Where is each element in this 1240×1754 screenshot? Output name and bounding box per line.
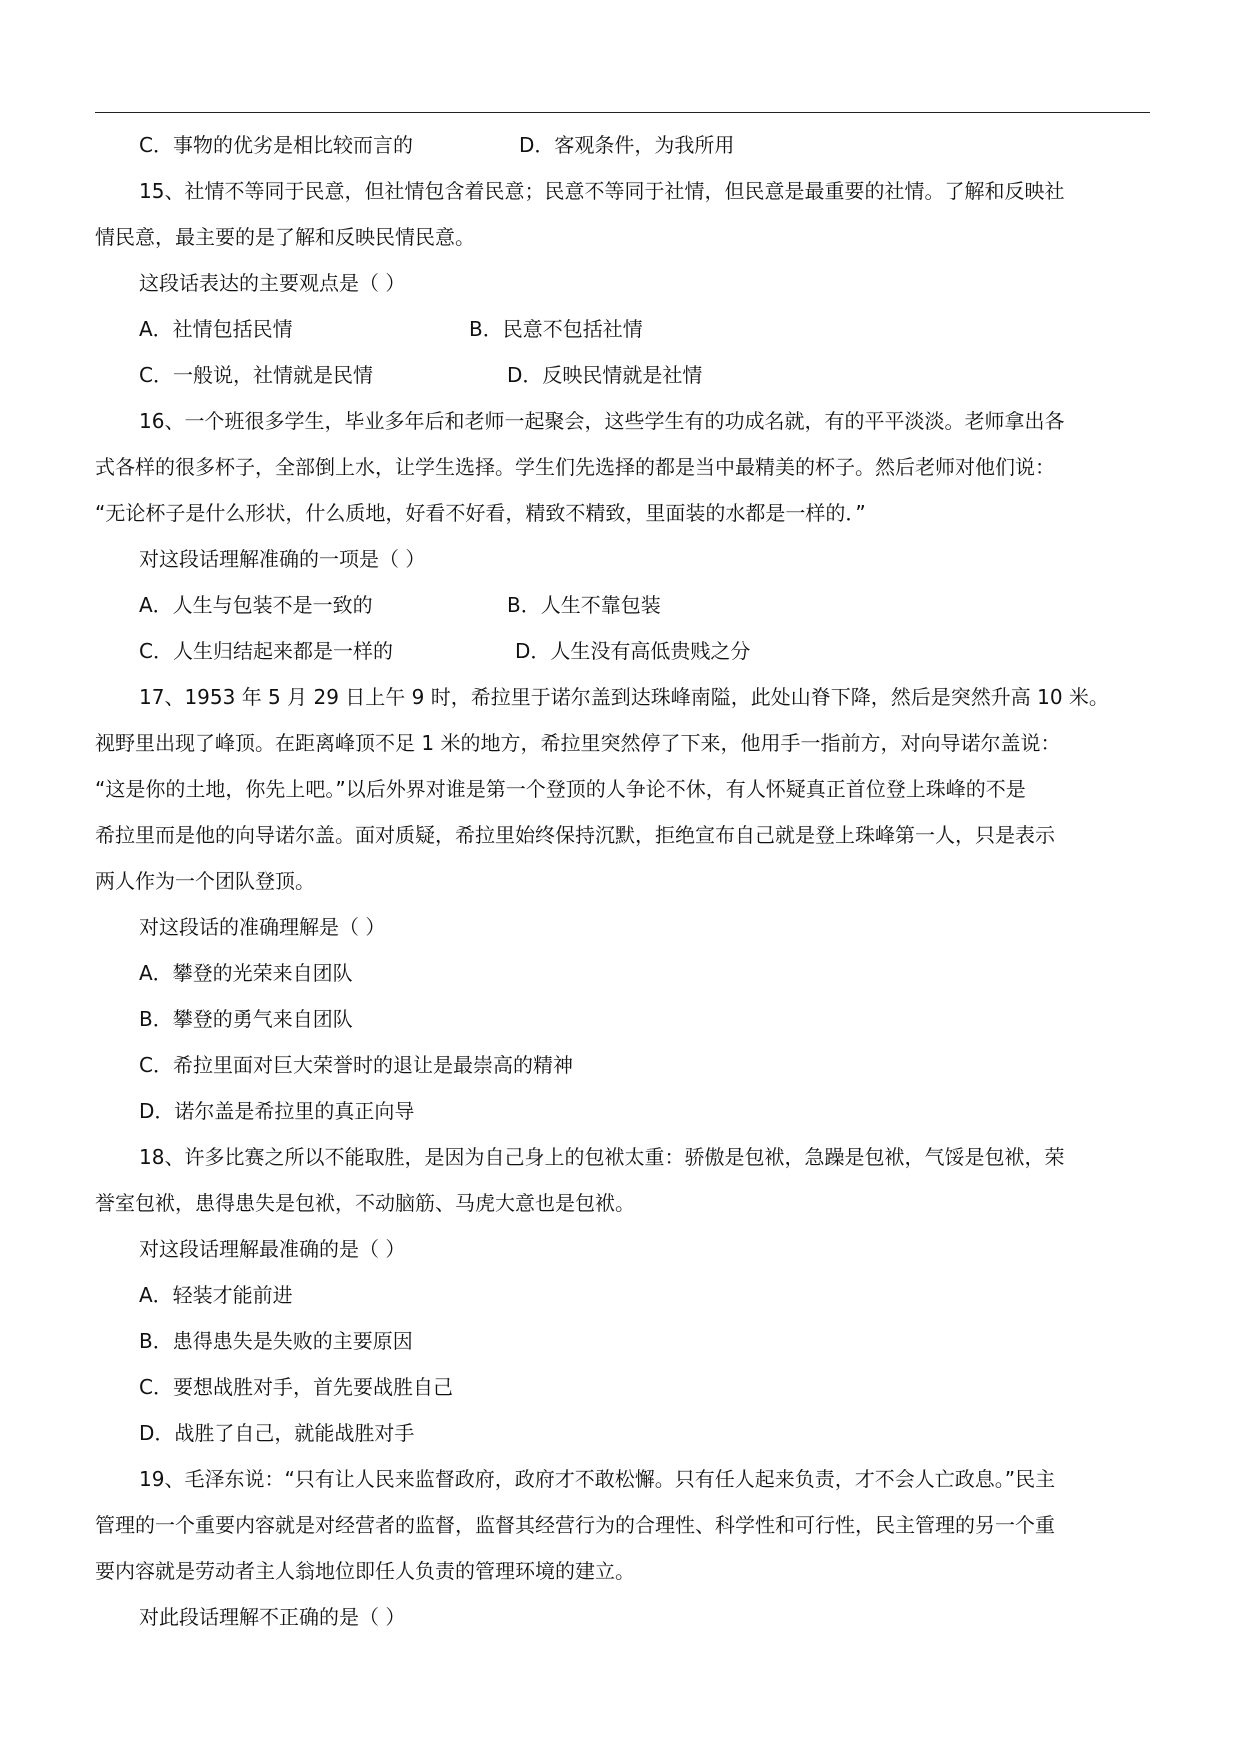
- q18-option-a: A．轻装才能前进: [139, 1283, 293, 1307]
- q17-option-c: C．希拉里面对巨大荣誉时的退让是最崇高的精神: [139, 1053, 573, 1077]
- q15-stem-line1: 15、社情不等同于民意，但社情包含着民意；民意不等同于社情，但民意是最重要的社情。了解和反映社: [139, 179, 1065, 203]
- q16-stem-line2: 式各样的很多杯子，全部倒上水，让学生选择。学生们先选择的都是当中最精美的杯子。然后老师对他们说：: [95, 455, 1055, 479]
- q16-stem-line1: 16、一个班很多学生，毕业多年后和老师一起聚会，这些学生有的功成名就，有的平平淡淡。老师拿出各: [139, 409, 1065, 433]
- q16-stem-line3: “无论杯子是什么形状，什么质地，好看不好看，精致不精致，里面装的水都是一样的．”: [95, 501, 866, 525]
- q15-option-b: B．民意不包括社情: [469, 317, 643, 341]
- header-rule: [95, 112, 1150, 113]
- page-content: [95, 122, 1170, 1640]
- q16-option-c: C．人生归结起来都是一样的: [139, 639, 393, 663]
- q17-option-b: B．攀登的勇气来自团队: [139, 1007, 353, 1031]
- q17-stem-line3: “这是你的土地，你先上吧。”以后外界对谁是第一个登顶的人争论不休，有人怀疑真正首位登上珠峰的不是: [95, 777, 1026, 801]
- q15-option-c: C．一般说，社情就是民情: [139, 363, 373, 387]
- q18-stem-line1: 18、许多比赛之所以不能取胜，是因为自己身上的包袱太重：骄傲是包袱，急躁是包袱，气馁是包袱，荣: [139, 1145, 1065, 1169]
- q17-stem-line5: 两人作为一个团队登顶。: [95, 869, 315, 893]
- q15-option-a: A．社情包括民情: [139, 317, 293, 341]
- q18-option-b: B．患得患失是失败的主要原因: [139, 1329, 413, 1353]
- q15-stem-line2: 情民意，最主要的是了解和反映民情民意。: [95, 225, 475, 249]
- q14-option-c: C．事物的优劣是相比较而言的: [139, 133, 413, 157]
- q17-stem-line2: 视野里出现了峰顶。在距离峰顶不足 1 米的地方，希拉里突然停了下来，他用手一指前方，对向导诺尔盖说：: [95, 731, 1061, 755]
- q16-options-ab: [95, 582, 1170, 628]
- q15-option-d: D．反映民情就是社情: [507, 363, 703, 387]
- q16-option-b: B．人生不靠包装: [507, 593, 661, 617]
- q16-prompt: 对这段话理解准确的一项是（ ）: [139, 547, 426, 571]
- q19-stem-line2: 管理的一个重要内容就是对经营者的监督，监督其经营行为的合理性、科学性和可行性，民主管理的另一个重: [95, 1513, 1055, 1537]
- q17-option-d: D．诺尔盖是希拉里的真正向导: [139, 1099, 415, 1123]
- q17-stem-line4: 希拉里而是他的向导诺尔盖。面对质疑，希拉里始终保持沉默，拒绝宣布自己就是登上珠峰第一人，只是表示: [95, 823, 1055, 847]
- q16-option-a: A．人生与包装不是一致的: [139, 593, 373, 617]
- q17-option-a: A．攀登的光荣来自团队: [139, 961, 353, 985]
- q19-stem-line3: 要内容就是劳动者主人翁地位即任人负责的管理环境的建立。: [95, 1559, 635, 1583]
- q14-option-d: D．客观条件，为我所用: [519, 133, 735, 157]
- q19-prompt: 对此段话理解不正确的是（ ）: [139, 1605, 406, 1629]
- q15-options-ab: [95, 306, 1170, 352]
- q16-option-d: D．人生没有高低贵贱之分: [515, 639, 751, 663]
- q19-stem-line1: 19、毛泽东说：“只有让人民来监督政府，政府才不敢松懈。只有任人起来负责，才不会人亡政息。”民主: [139, 1467, 1056, 1491]
- q15-options-cd: [95, 352, 1170, 398]
- q17-prompt: 对这段话的准确理解是（ ）: [139, 915, 386, 939]
- q18-stem-line2: 誉室包袱，患得患失是包袱，不动脑筋、马虎大意也是包袱。: [95, 1191, 635, 1215]
- q18-option-c: C．要想战胜对手，首先要战胜自己: [139, 1375, 453, 1399]
- q16-options-cd: [95, 628, 1170, 674]
- q18-prompt: 对这段话理解最准确的是（ ）: [139, 1237, 406, 1261]
- q14-options-cd: [95, 122, 1170, 168]
- q15-prompt: 这段话表达的主要观点是（ ）: [139, 271, 406, 295]
- q18-option-d: D．战胜了自己，就能战胜对手: [139, 1421, 415, 1445]
- q17-stem-line1: 17、1953 年 5 月 29 日上午 9 时，希拉里于诺尔盖到达珠峰南隘，此处山脊下降，然后是突然升高 10 米。: [139, 685, 1109, 709]
